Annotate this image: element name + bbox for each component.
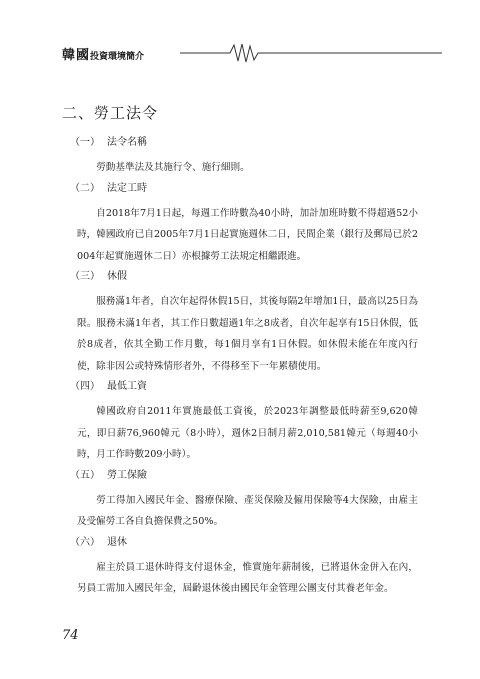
running-header [62,40,442,66]
item-body: 韓國政府自2011年實施最低工資後，於2023年調整最低時薪至9,620韓元，即日薪76,960韓元（8小時），週休2日制月薪2,010,581韓元（每週40小時，月工作時數209小時）。 [77,406,418,460]
item-heading [70,469,418,483]
item-number: （二） [70,182,100,194]
header-title-main: 韓國 [62,48,91,63]
item-working-hours [70,182,418,268]
item-number: （五） [70,469,100,481]
item-law-name [70,136,418,179]
item-heading-text: 最低工資 [107,381,147,392]
item-number: （三） [70,271,100,282]
item-heading [70,536,418,550]
item-heading-text: 勞工保險 [107,469,147,481]
item-retirement [70,536,418,600]
item-number: （四） [70,381,100,392]
item-heading-text: 退休 [107,536,127,548]
page-number: 74 [62,628,79,643]
header-title [62,44,144,63]
item-heading [70,136,418,150]
item-number: （一） [70,137,100,148]
item-heading-text: 休假 [107,271,127,282]
item-body: 自2018年7月1日起，每週工作時數為40小時，加計加班時數不得超過52小時，韓國政府已自2005年7月1日起實施週休二日，民間企業（銀行及郵局已於2004年起實施週休二日）亦根據勞工法規定相繼跟進。 [77,207,418,262]
item-heading-text: 法令名稱 [107,137,147,148]
item-heading [70,182,418,196]
item-leave [70,270,418,377]
item-body: 雇主於員工退休時得支付退休金，惟實施年薪制後，已將退休金併入在內，另員工需加入國民年金，屆齡退休後由國民年金管理公團支付其養老年金。 [77,561,418,594]
item-number: （六） [70,536,100,548]
item-body: 勞動基準法及其施行令、施行細則。 [96,162,250,173]
item-labor-insurance [70,469,418,533]
item-minimum-wage [70,380,418,466]
item-body: 服務滿1年者，自次年起得休假15日，其後每隔2年增加1日，最高以25日為限。服務未滿1年者，其工作日數超過1年之8成者，自次年起享有15日休假，低於8成者，依其全勤工作月數，每1個月享有1日休假。如休假未能在年度內行使，除非因公或特殊情形者外，不得移至下一年累積使用。 [77,296,418,372]
section-title: 二、勞工法令 [62,104,159,122]
item-heading-text: 法定工時 [107,182,147,194]
header-title-sub: 投資環境簡介 [90,52,145,62]
item-heading [70,380,418,394]
item-heading [70,270,418,284]
section-content [70,136,418,603]
item-body: 勞工得加入國民年金、醫療保險、產災保險及僱用保險等4大保險，由雇主及受僱勞工各自負擔保費之50%。 [77,494,418,527]
